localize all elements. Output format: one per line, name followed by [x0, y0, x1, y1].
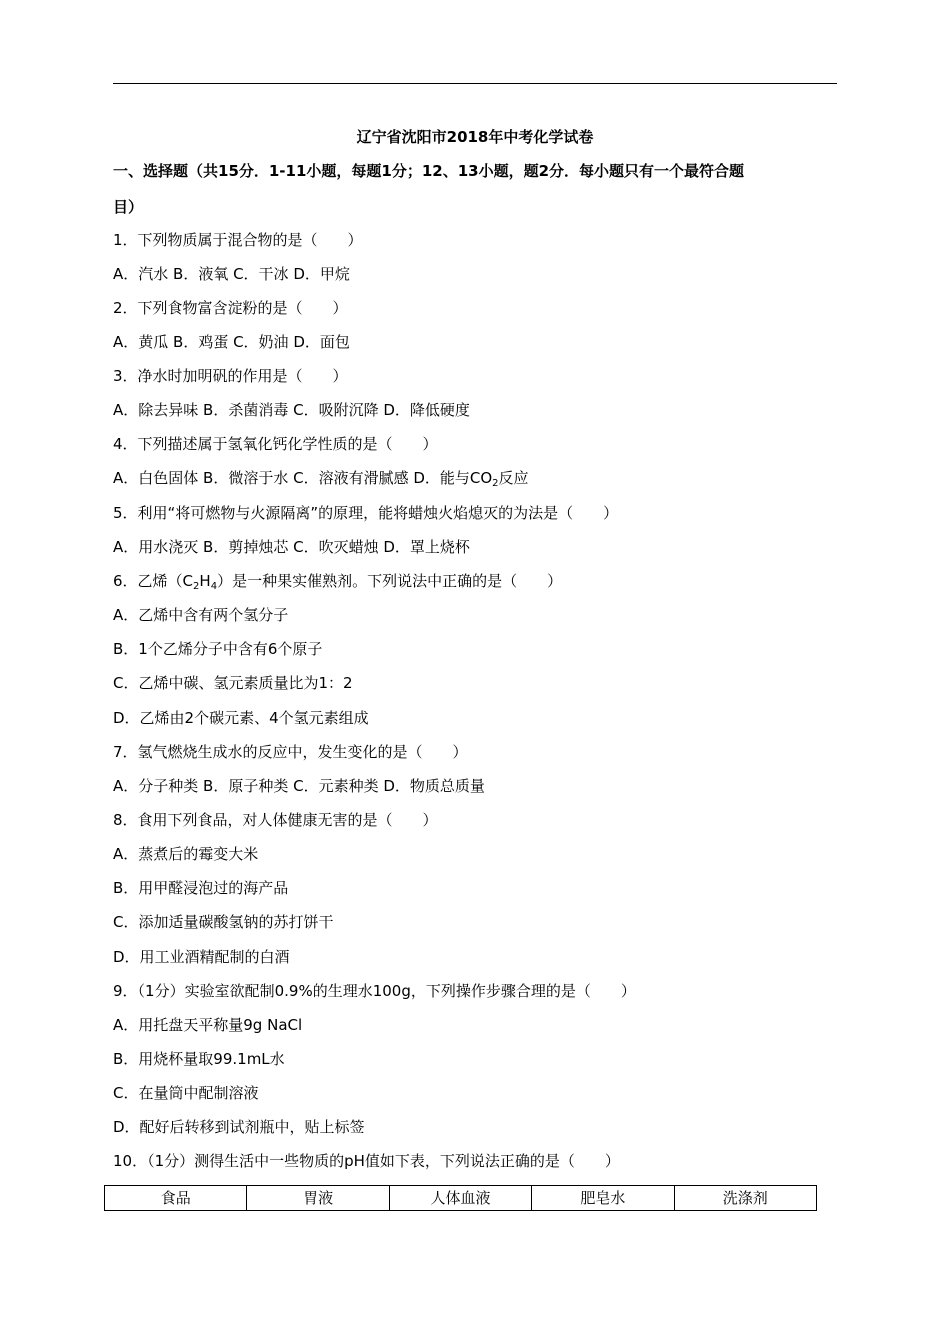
- question-6-option-c: C．乙烯中碳、氢元素质量比为1：2: [113, 674, 353, 692]
- question-5-options: A．用水浇灭 B．剪掉烛芯 C．吹灭蜡烛 D．罩上烧杯: [113, 538, 470, 556]
- question-3-options: A．除去异味 B．杀菌消毒 C．吸附沉降 D．降低硬度: [113, 401, 470, 419]
- question-1: 1．下列物质属于混合物的是（ ）: [113, 231, 363, 249]
- section-heading-line-1: 一、选择题（共15分．1-11小题，每题1分；12、13小题，题2分．每小题只有一个最符合题: [113, 162, 745, 180]
- question-2-options: A．黄瓜 B．鸡蛋 C．奶油 D．面包: [113, 333, 350, 351]
- co2-subscript: 2: [492, 478, 499, 489]
- question-8-option-b: B．用甲醛浸泡过的海产品: [113, 879, 289, 897]
- c-subscript: 2: [193, 581, 200, 592]
- question-8-option-a: A．蒸煮后的霉变大米: [113, 845, 259, 863]
- question-2: 2．下列食物富含淀粉的是（ ）: [113, 299, 348, 317]
- section-heading-line-2: 目）: [113, 198, 144, 216]
- question-8-option-c: C．添加适量碳酸氢钠的苏打饼干: [113, 913, 334, 931]
- question-4-options-tail: 反应: [498, 469, 529, 487]
- ph-table-header-cell: 人体血液: [389, 1186, 531, 1211]
- question-6-option-d: D．乙烯由2个碳元素、4个氢元素组成: [113, 709, 369, 727]
- question-4-options-text: A．白色固体 B．微溶于水 C．溶液有滑腻感 D．能与CO: [113, 469, 493, 487]
- question-5: 5．利用“将可燃物与火源隔离”的原理，能将蜡烛火焰熄灭的为法是（ ）: [113, 504, 619, 522]
- question-6: [113, 571, 562, 592]
- question-9-option-d: D．配好后转移到试剂瓶中，贴上标签: [113, 1118, 365, 1136]
- question-8-option-d: D．用工业酒精配制的白酒: [113, 948, 290, 966]
- question-6-text-c: ）是一种果实催熟剂。下列说法中正确的是（ ）: [217, 572, 563, 590]
- question-8: 8．食用下列食品，对人体健康无害的是（ ）: [113, 811, 438, 829]
- question-9-option-c: C．在量筒中配制溶液: [113, 1084, 259, 1102]
- question-9-option-b: B．用烧杯量取99.1mL水: [113, 1050, 285, 1068]
- ph-table-header-cell: 洗涤剂: [674, 1186, 816, 1211]
- question-6-option-a: A．乙烯中含有两个氢分子: [113, 606, 289, 624]
- ph-table-header-cell: 肥皂水: [532, 1186, 674, 1211]
- question-3: 3．净水时加明矾的作用是（ ）: [113, 367, 348, 385]
- question-10: 10．（1分）测得生活中一些物质的pH值如下表，下列说法正确的是（ ）: [113, 1152, 620, 1170]
- page-title: 辽宁省沈阳市2018年中考化学试卷: [356, 128, 594, 146]
- question-4-options: [113, 468, 529, 489]
- ph-table-header-cell: 食品: [105, 1186, 247, 1211]
- question-9-option-a: A．用托盘天平称量9g NaCl: [113, 1016, 303, 1034]
- question-7: 7．氢气燃烧生成水的反应中，发生变化的是（ ）: [113, 743, 468, 761]
- question-1-options: A．汽水 B．液氧 C．干冰 D．甲烷: [113, 265, 350, 283]
- question-6-text-b: H: [199, 572, 211, 590]
- ph-table-header-cell: 胃液: [247, 1186, 389, 1211]
- ph-table: [104, 1185, 817, 1211]
- question-6-text-a: 6．乙烯（C: [113, 572, 194, 590]
- question-6-option-b: B．1个乙烯分子中含有6个原子: [113, 640, 323, 658]
- header-rule: [113, 83, 837, 84]
- ph-table-header-row: [105, 1186, 817, 1211]
- question-9: 9．（1分）实验室欲配制0.9%的生理水100g，下列操作步骤合理的是（ ）: [113, 982, 636, 1000]
- h-subscript: 4: [210, 581, 218, 592]
- question-4: 4．下列描述属于氢氧化钙化学性质的是（ ）: [113, 435, 438, 453]
- question-7-options: A．分子种类 B．原子种类 C．元素种类 D．物质总质量: [113, 777, 485, 795]
